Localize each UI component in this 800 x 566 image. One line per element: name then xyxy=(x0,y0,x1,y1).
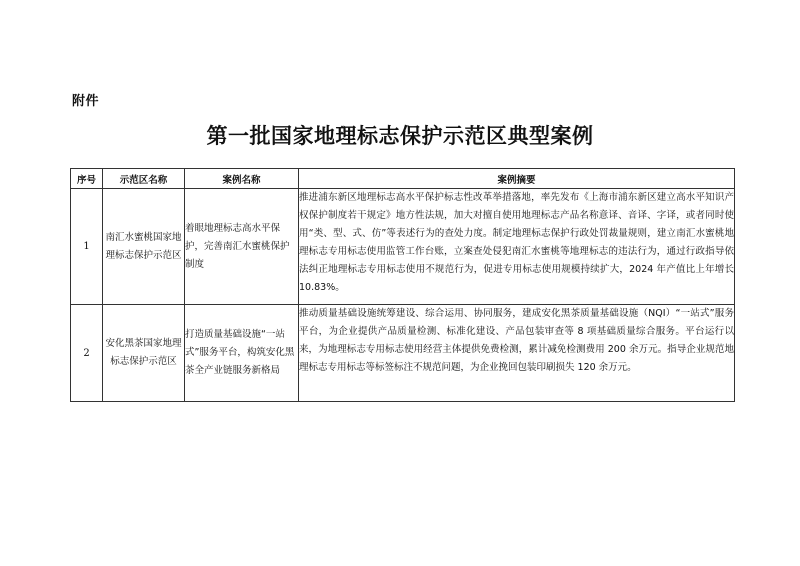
header-case-summary: 案例摘要 xyxy=(299,169,735,189)
document-title: 第一批国家地理标志保护示范区典型案例 xyxy=(206,124,594,148)
row-number: 2 xyxy=(71,305,103,402)
case-name-cell: 打造质量基础设施“一站式”服务平台，构筑安化黑茶全产业链服务新格局 xyxy=(185,305,299,402)
cases-table xyxy=(70,168,735,402)
row-number: 1 xyxy=(71,189,103,305)
header-no: 序号 xyxy=(71,169,103,189)
case-name-cell: 着眼地理标志高水平保护，完善南汇水蜜桃保护制度 xyxy=(185,189,299,305)
case-summary-cell: 推进浦东新区地理标志高水平保护标志性改革举措落地，率先发布《上海市浦东新区建立高水平知识产权保护制度若干规定》地方性法规，加大对擅自使用地理标志产品名称意译、音译、字译，或者同时使用“类、型、式、仿”等表述行为的查处力度。制定地理标志保护行政处罚裁量规则，建立南汇水蜜桃地理标志专用标志使用监管工作台账，立案查处侵犯南汇水蜜桃等地理标志的违法行为，通过行政指导依法纠正地理标志专用标志使用不规范行为，促进专用标志使用规模持续扩大，2024 年产值比上年增长 10.83%。 xyxy=(299,189,735,305)
table-row xyxy=(71,189,735,305)
area-name-cell: 南汇水蜜桃国家地理标志保护示范区 xyxy=(103,189,185,305)
table-row xyxy=(71,305,735,402)
area-name-cell: 安化黑茶国家地理标志保护示范区 xyxy=(103,305,185,402)
table-header-row xyxy=(71,169,735,189)
case-summary-cell: 推动质量基础设施统筹建设、综合运用、协同服务，建成安化黑茶质量基础设施（NQI）“一站式”服务平台，为企业提供产品质量检测、标准化建设、产品包装审查等 8 项基础质量综合服务。平台运行以来，为地理标志专用标志使用经营主体提供免费检测，累计减免检测费用 200 余万元。指导企业规范地理标志专用标志等标签标注不规范问题，为企业挽回包装印刷损失 120 余万元。 xyxy=(299,305,735,402)
attachment-label: 附件 xyxy=(72,94,100,109)
header-area-name: 示范区名称 xyxy=(103,169,185,189)
header-case-name: 案例名称 xyxy=(185,169,299,189)
